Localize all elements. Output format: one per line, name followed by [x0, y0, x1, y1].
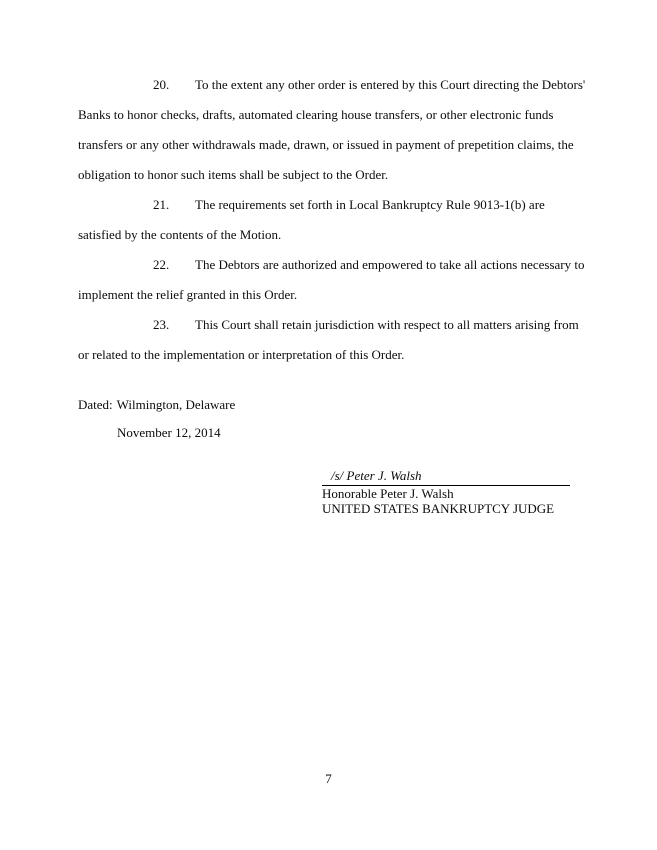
judge-name: Honorable Peter J. Walsh: [322, 485, 454, 501]
paragraph-text: The Debtors are authorized and empowered to take all actions necessary to implement the relief granted in this Order.: [78, 257, 585, 302]
dated-line: [78, 391, 590, 419]
signature-text: /s/ Peter J. Walsh: [331, 468, 422, 483]
judge-title: UNITED STATES BANKRUPTCY JUDGE: [322, 501, 555, 516]
paragraph-text: The requirements set forth in Local Bankruptcy Rule 9013-1(b) are satisfied by the contents of the Motion.: [78, 197, 545, 242]
date-block: [78, 391, 590, 447]
paragraph-number: 21.: [153, 197, 170, 212]
paragraph-number: 22.: [153, 257, 170, 272]
order-paragraph-20: [78, 70, 590, 190]
order-paragraph-23: [78, 310, 590, 370]
dated-date: November 12, 2014: [117, 425, 221, 440]
page-number: 7: [325, 771, 332, 786]
dated-location: Wilmington, Delaware: [116, 397, 236, 412]
paragraph-text: This Court shall retain jurisdiction with respect to all matters arising from or related to the implementation or interpretation of this Order.: [78, 317, 579, 362]
signature-block: [322, 468, 582, 517]
dated-label: Dated:: [78, 397, 113, 412]
order-paragraph-21: [78, 190, 590, 250]
paragraph-number: 23.: [153, 317, 170, 332]
signature-line: [322, 468, 570, 486]
paragraph-text: To the extent any other order is entered by this Court directing the Debtors' Banks to honor checks, drafts, automated clearing house transfers, or other electronic funds transfers or any other withdrawals made, drawn, or issued in payment of prepetition claims, the obligation to honor such items shall be subject to the Order.: [78, 77, 586, 182]
order-body: [78, 70, 590, 447]
paragraph-number: 20.: [153, 77, 170, 92]
order-paragraph-22: [78, 250, 590, 310]
